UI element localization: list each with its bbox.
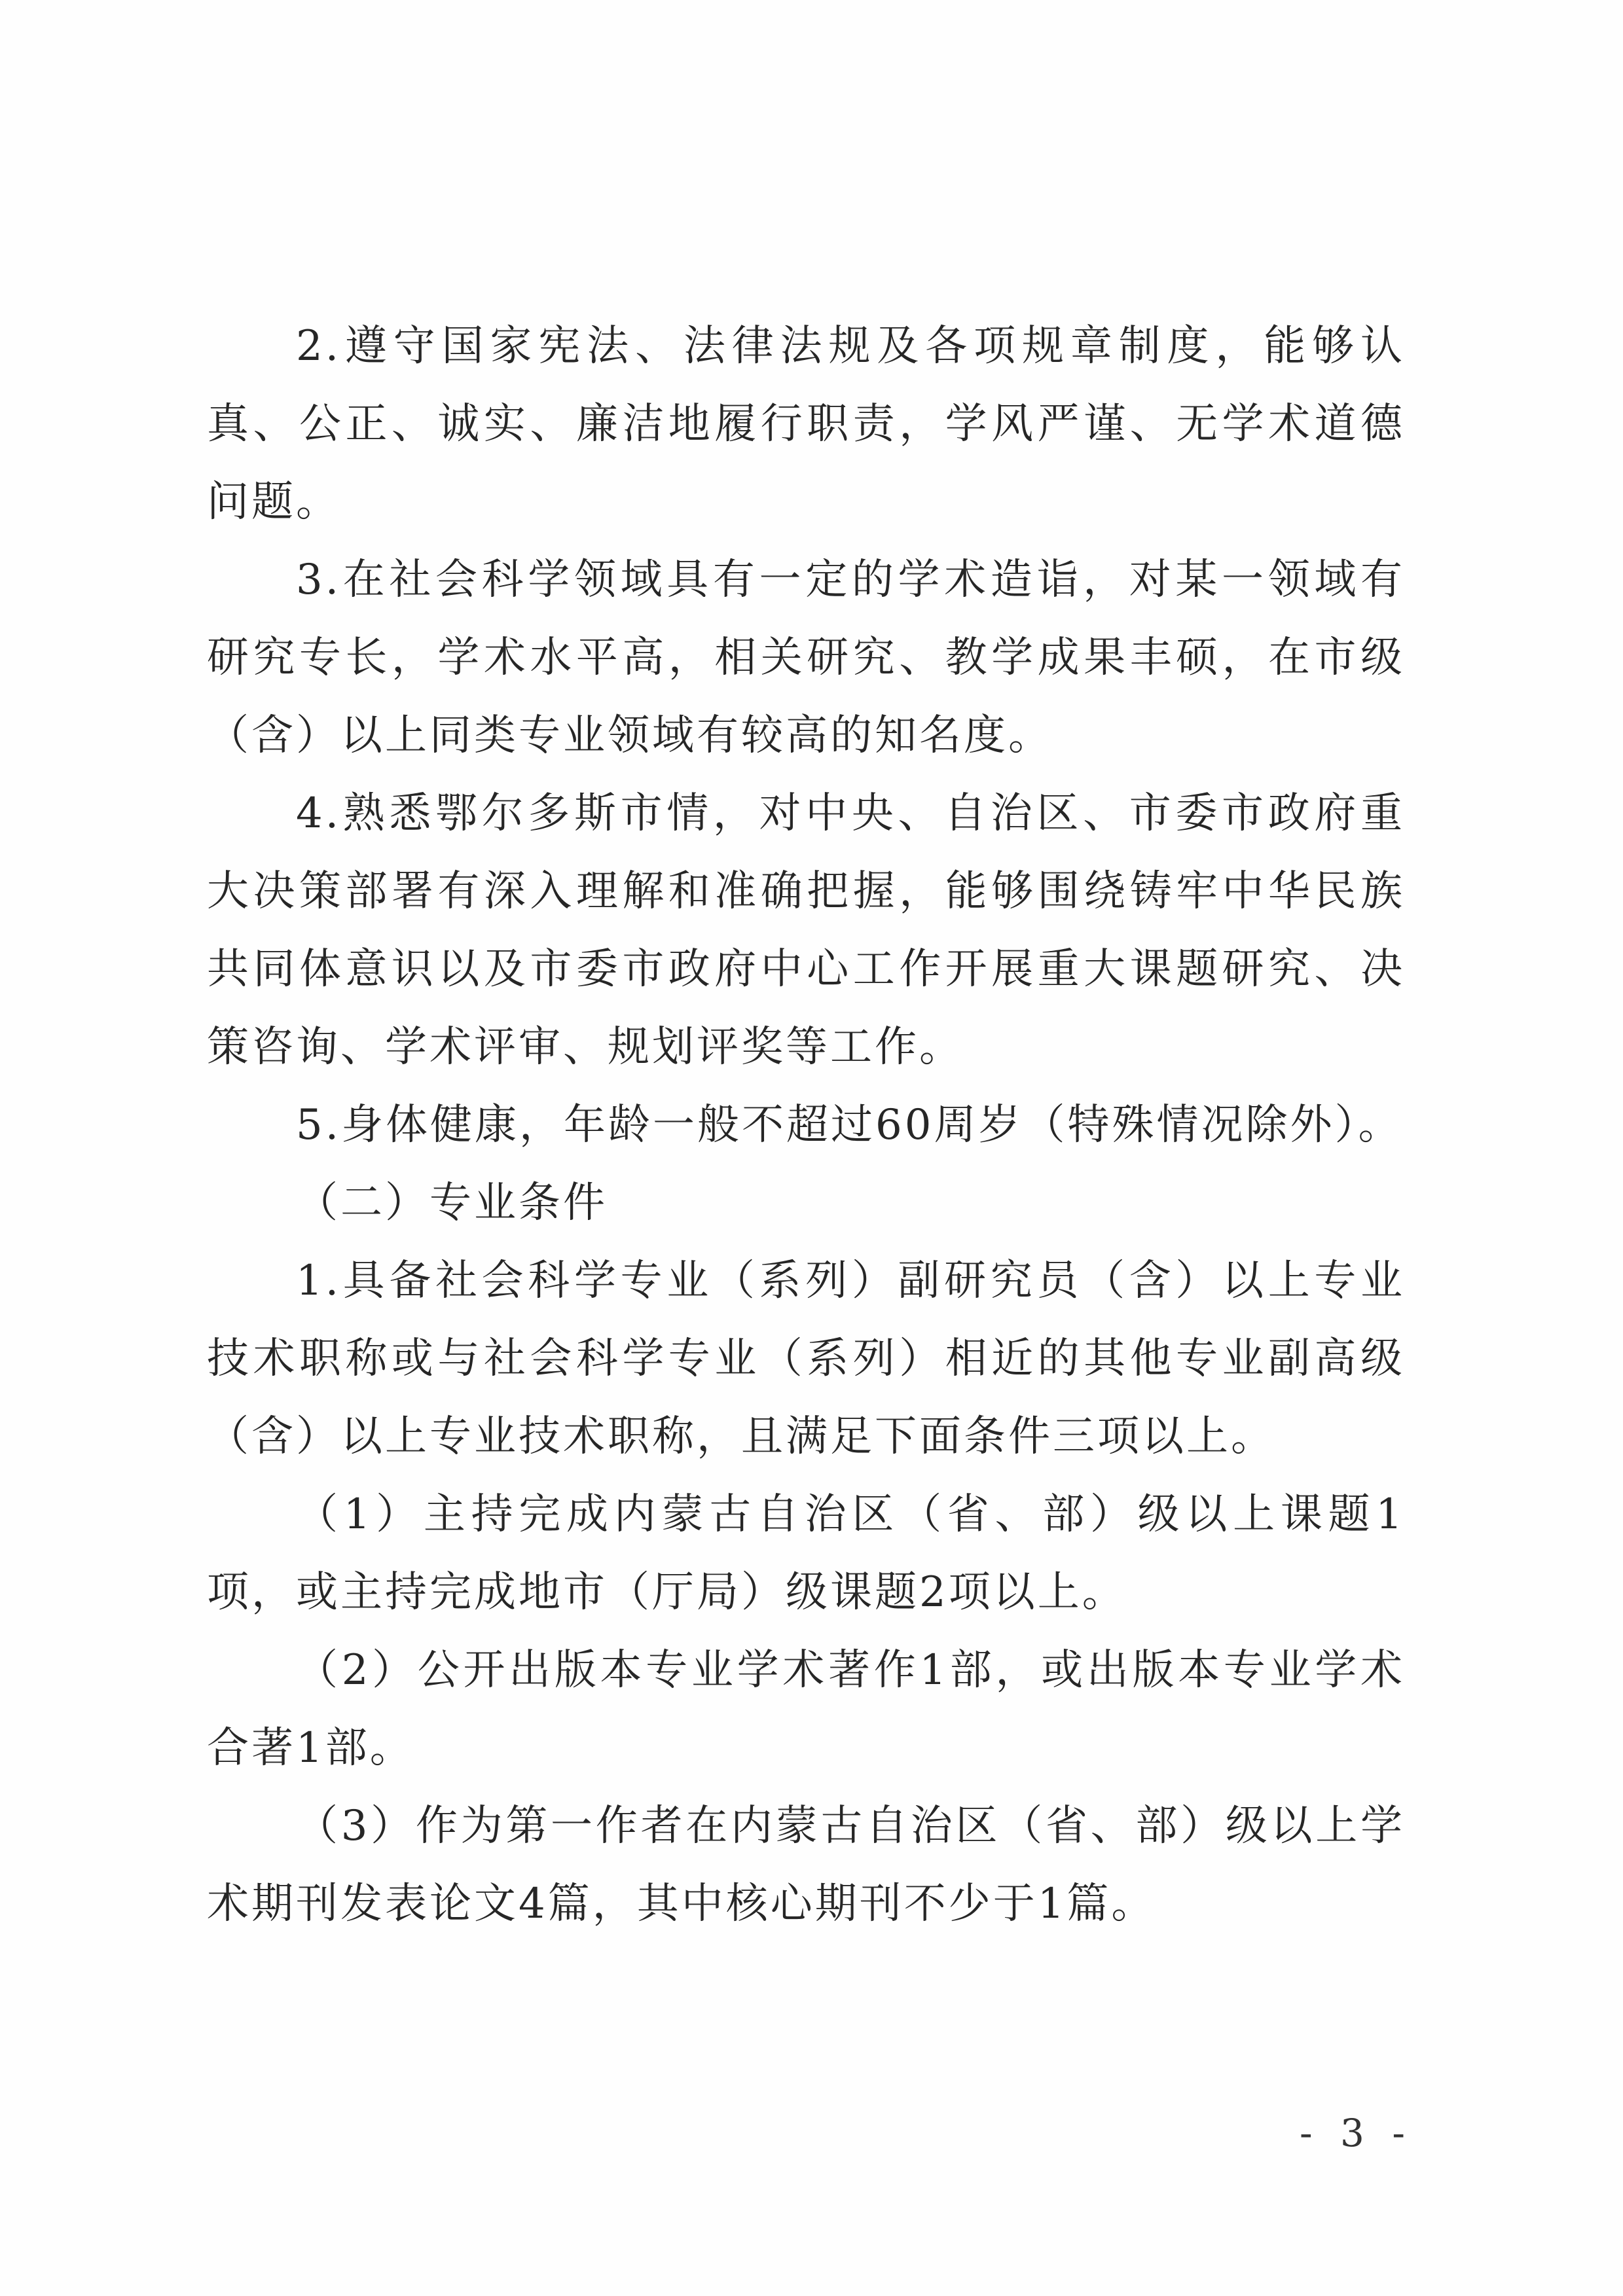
page-number: - 3 -: [1300, 2111, 1413, 2155]
paragraph-item-3: （3）作为第一作者在内蒙古自治区（省、部）级以上学术期刊发表论文4篇，其中核心期刊不少于1篇。: [207, 1802, 1405, 1928]
paragraph-condition-2: 2.遵守国家宪法、法律法规及各项规章制度，能够认真、公正、诚实、廉洁地履行职责，学风严谨、无学术道德问题。: [207, 322, 1405, 526]
paragraph-condition-5: 5.身体健康，年龄一般不超过60周岁（特殊情况除外）。: [296, 1101, 1403, 1149]
paragraph-item-1: （1）主持完成内蒙古自治区（省、部）级以上课题1项，或主持完成地市（厅局）级课题2项以上。: [207, 1490, 1405, 1617]
paragraph-condition-3: 3.在社会科学领域具有一定的学术造诣，对某一领域有研究专长，学术水平高，相关研究、教学成果丰硕，在市级（含）以上同类专业领域有较高的知名度。: [207, 556, 1405, 760]
document-body: [207, 308, 1405, 1943]
paragraph-professional-1: 1.具备社会科学专业（系列）副研究员（含）以上专业技术职称或与社会科学专业（系列）相近的其他专业副高级（含）以上专业技术职称，且满足下面条件三项以上。: [207, 1257, 1405, 1461]
section-heading-professional-conditions: （二）专业条件: [296, 1179, 608, 1227]
paragraph-item-2: （2）公开出版本专业学术著作1部，或出版本专业学术合著1部。: [207, 1646, 1405, 1772]
paragraph-condition-4: 4.熟悉鄂尔多斯市情，对中央、自治区、市委市政府重大决策部署有深入理解和准确把握，能够围绕铸牢中华民族共同体意识以及市委市政府中心工作开展重大课题研究、决策咨询、学术评审、规划评奖等工作。: [207, 789, 1405, 1071]
